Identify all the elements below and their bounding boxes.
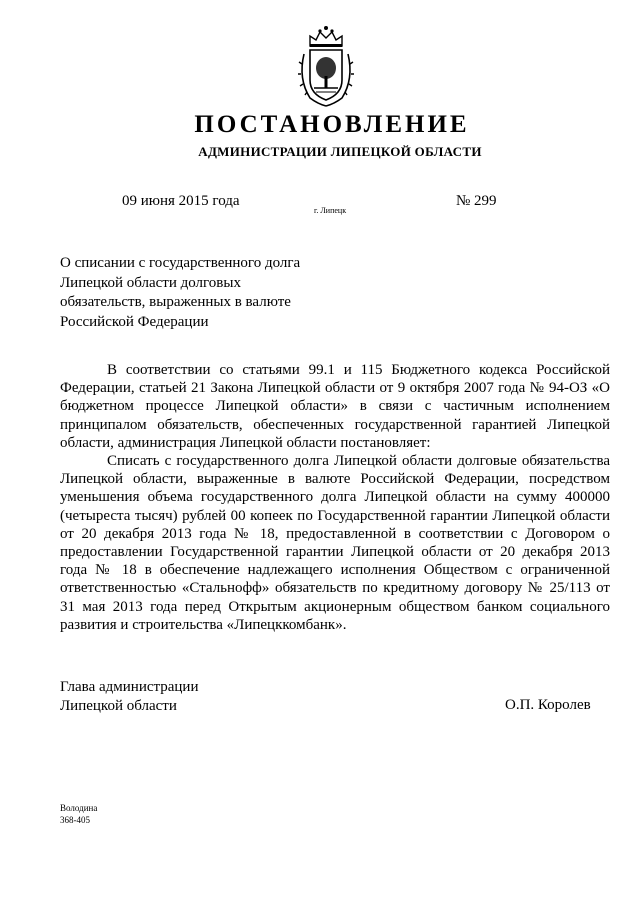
lipetsk-coat-of-arms-icon bbox=[296, 24, 356, 108]
document-number: № 299 bbox=[456, 193, 497, 209]
subject-line: обязательств, выраженных в валюте bbox=[60, 294, 291, 310]
signature-name: О.П. Королев bbox=[505, 697, 591, 713]
signature-position-line: Глава администрации bbox=[60, 679, 199, 695]
document-date: 09 июня 2015 года bbox=[122, 193, 240, 209]
body-paragraph-resolution: Списать с государственного долга Липецкой области долговые обязательства Липецкой области, выраженные в валюте Российской Федерации, посредством уменьшения объема государственного долга Липецкой области на сумму 400000 (четыреста тысяч) рублей 00 копеек по Государственной гарантии Липецкой области от 20 декабря 2013 года № 18, предоставленной в соответствии с Договором о предоставлении Государственной гарантии Липецкой области от 20 декабря 2013 года № 18 в обеспечение надлежащего исполнения Обществом с ограниченной ответственностью «Стальнофф» обязательств по кредитному договору № 25/113 от 31 мая 2013 года перед Открытым акционерным обществом банком социального развития и строительства «Липецккомбанк». bbox=[60, 453, 610, 633]
subject-line: О списании с государственного долга bbox=[60, 255, 301, 271]
document-subtitle: АДМИНИСТРАЦИИ ЛИПЕЦКОЙ ОБЛАСТИ bbox=[198, 144, 482, 159]
executor-phone: 368-405 bbox=[60, 815, 90, 825]
signature-position-line: Липецкой области bbox=[60, 698, 177, 714]
executor-info bbox=[60, 802, 97, 826]
document-place: г. Липецк bbox=[314, 206, 347, 215]
executor-name: Володина bbox=[60, 803, 98, 813]
body-paragraph-preamble: В соответствии со статьями 99.1 и 115 Бюджетного кодекса Российской Федерации, статьей 21 Закона Липецкой области от 9 октября 2007 года № 94-ОЗ «О бюджетном процессе Липецкой области» в связи с частичным исполнением принципалом обязательств, обеспеченных государственной гарантией Липецкой области, администрация Липецкой области постановляет: bbox=[60, 362, 610, 451]
subject-line: Российской Федерации bbox=[60, 313, 209, 330]
subject-line: Липецкой области долговых bbox=[60, 274, 241, 291]
document-title: ПОСТАНОВЛЕНИЕ bbox=[194, 111, 470, 138]
signature-position bbox=[60, 678, 198, 716]
document-body bbox=[60, 361, 610, 634]
document-subject bbox=[60, 254, 360, 332]
